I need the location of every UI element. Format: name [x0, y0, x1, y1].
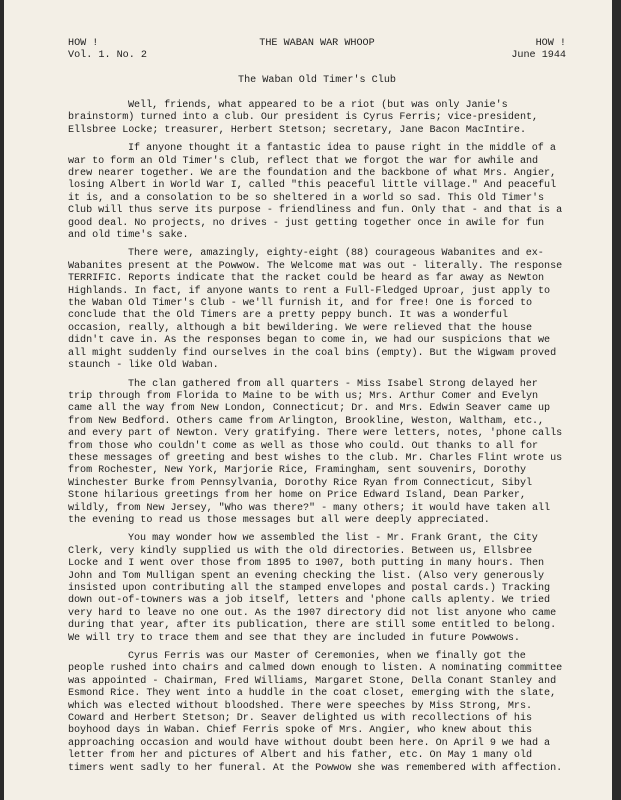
masthead-row	[68, 38, 566, 50]
masthead-title: THE WABAN WAR WHOOP	[259, 38, 375, 49]
article-paragraph: There were, amazingly, eighty-eight (88) courageous Wabanites and ex-Wabanites present at the Powwow. The Welcome mat was out - literally. The response TERRIFIC. Reports indicate that the racket could be heard as far away as Newton Highlands. In fact, if anyone wants to rent a Full-Fledged Uproar, just apply to the Waban Old Timer's Club - we'll furnish it, and for free! One is forced to conclude that the Old Timers are a pretty peppy bunch. It was a wonderful occasion, really, although a bit bewildering. We were relieved that the house didn't cave in. As the responses began to come in, we had our suspicions that we all might suddenly find ourselves in the coal bins (empty). But the Wigwam proved staunch - like Old Waban.	[68, 248, 563, 372]
article-paragraph: The clan gathered from all quarters - Miss Isabel Strong delayed her trip through from Florida to Maine to be with us; Mrs. Arthur Comer and Evelyn came all the way from New London, Connecticut; Dr. and Mrs. Edwin Seaver came up from New Bedford. Others came from Arlington, Brookline, Weston, Waltham, etc., and every part of Newton. Very gratifying. There were letters, notes, 'phone calls from those who couldn't come as well as those who could. Out thanks to all for these messages of greeting and best wishes to the club. Mr. Charles Flint wrote us from Rochester, New York, Marjorie Rice, Framingham, sent souvenirs, Dorothy Winchester Burke from Pennsylvania, Dorothy Rice Ryan from Connecticut, Sibyl Stone hilarious greetings from her home on Price Edward Island, Dean Parker, wildly, from New Jersey, "Who was there?" - many others; it would have taken all the evening to read us those messages but all were deeply appreciated.	[68, 378, 563, 526]
issue-date: June 1944	[511, 50, 566, 62]
article-paragraph: Cyrus Ferris was our Master of Ceremonies, when we finally got the people rushed into chairs and calmed down enough to listen. A nominating committee was appointed - Chairman, Fred Williams, Margaret Stone, Della Conant Stanley and Esmond Rice. They went into a huddle in the coat closet, emerging with the slate, which was elected without bloodshed. There were speeches by Miss Strong, Mrs. Coward and Herbert Stetson; Dr. Seaver delighted us with recollections of his boyhood days in Waban. Chief Ferris spoke of Mrs. Angier, who knew about this approaching occasion and would have without doubt been here. On April 9 we had a letter from her and pictures of Albert and his father, etc. On May 1 many old timers went sadly to her funeral. At the Powwow she was remembered with affection.	[68, 651, 563, 774]
issue-number: Vol. 1. No. 2	[68, 50, 147, 62]
newsletter-page	[4, 0, 612, 800]
issue-row	[68, 50, 566, 62]
masthead-left: HOW !	[68, 38, 99, 49]
article-title: The Waban Old Timer's Club	[238, 75, 396, 87]
article-paragraph: You may wonder how we assembled the list - Mr. Frank Grant, the City Clerk, very kindly supplied us with the old directories. Between us, Ellsbree Locke and I went over those from 1895 to 1907, both putting in many hours. Then John and Tom Mulligan spent an evening checking the list. (Also very generously insisted upon contributing all the stamped envelopes and postal cards.) Tracking down out-of-towners was a job itself, letters and 'phone calls aplenty. We tried very hard to leave no one out. As the 1907 directory did not list anyone who came during that year, after its publication, there are still some entitled to belong. We will try to trace them and see that they are included in future Powwows.	[68, 533, 557, 644]
masthead-right: HOW !	[535, 38, 566, 49]
article-paragraph: If anyone thought it a fantastic idea to pause right in the middle of a war to form an Old Timer's Club, reflect that we forgot the war for awhile and drew nearer together. We are the foundation and the backbone of what Mrs. Angier, losing Albert in World War I, called "this peaceful little village." And peaceful it is, and a consolation to be so sheltered in a world so sad. This Old Timer's Club will thus serve its purpose - friendliness and fun. Only that - and that is a good deal. No projects, no drives - just getting together once in awile for fun and old time's sake.	[68, 143, 563, 242]
article-paragraph: Well, friends, what appeared to be a riot (but was only Janie's brainstorm) turned into a club. Our president is Cyrus Ferris; vice-president, Ellsbree Locke; treasurer, Herbert Stetson; secretary, Jane Bacon MacIntire.	[68, 99, 539, 136]
